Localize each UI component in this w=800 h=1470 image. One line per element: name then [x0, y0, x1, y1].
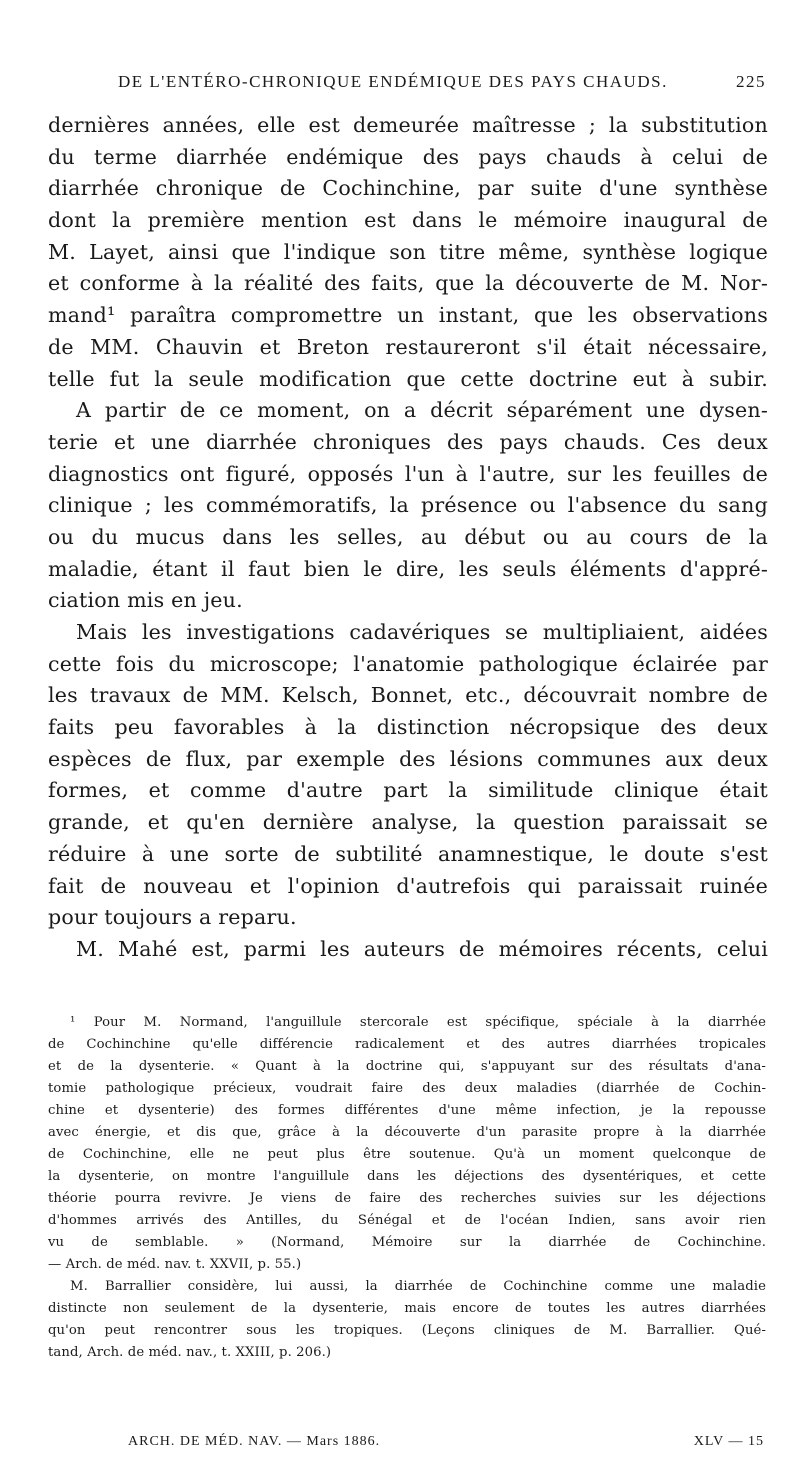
footnote-line: théorie pourra revivre. Je viens de faire des recherches suivies sur les déjections	[48, 1191, 766, 1206]
footnote-line: et de la dysenterie. « Quant à la doctrine qui, s'appuyant sur des résultats d'ana-	[48, 1059, 766, 1074]
body-line: terie et une diarrhée chroniques des pays chauds. Ces deux	[48, 429, 768, 454]
body-line: dont la première mention est dans le mémoire inaugural de	[48, 208, 768, 233]
footnote-line: tand, Arch. de méd. nav., t. XXIII, p. 206.)	[48, 1345, 332, 1360]
body-line: dernières années, elle est demeurée maîtresse ; la substitution	[48, 113, 768, 137]
footnote-line: qu'on peut rencontrer sous les tropiques. (Leçons cliniques de M. Barrallier. Qué-	[48, 1323, 766, 1338]
footer-journal: ARCH. DE MÉD. NAV. — Mars 1886.	[128, 1434, 381, 1449]
body-line: diagnostics ont figuré, opposés l'un à l'autre, sur les feuilles de	[48, 461, 768, 486]
body-line: cette fois du microscope; l'anatomie pathologique éclairée par	[48, 651, 768, 676]
footnote-line: la dysenterie, on montre l'anguillule dans les déjections des dysentériques, et cette	[48, 1169, 766, 1184]
footnote-line: tomie pathologique précieux, voudrait faire des deux maladies (diarrhée de Cochin-	[48, 1081, 766, 1096]
body-line: ou du mucus dans les selles, au début ou au cours de la	[48, 524, 768, 549]
body-line: A partir de ce moment, on a décrit séparément une dysen-	[76, 398, 768, 423]
body-line: du terme diarrhée endémique des pays chauds à celui de	[48, 144, 768, 169]
footnote-line: distincte non seulement de la dysenterie, mais encore de toutes les autres diarrhées	[48, 1301, 766, 1316]
footnote-line: vu de semblable. » (Normand, Mémoire sur la diarrhée de Cochinchine.	[48, 1235, 766, 1250]
footnote-line: de Cochinchine qu'elle différencie radicalement et des autres diarrhées tropicales	[48, 1037, 766, 1052]
body-line: clinique ; les commémoratifs, la présence ou l'absence du sang	[48, 493, 768, 518]
body-line: les travaux de MM. Kelsch, Bonnet, etc., découvrait nombre de	[48, 683, 768, 708]
body-line: telle fut la seule modification que cette doctrine eut à subir.	[48, 366, 768, 391]
page-number: 225	[736, 72, 766, 91]
footnote-line: d'hommes arrivés des Antilles, du Sénégal et de l'océan Indien, sans avoir rien	[48, 1213, 766, 1228]
footnote-line: ¹ Pour M. Normand, l'anguillule stercorale est spécifique, spéciale à la diarrhée	[70, 1015, 766, 1030]
body-line: formes, et comme d'autre part la similitude clinique était	[48, 778, 768, 803]
body-line: mand¹ paraîtra compromettre un instant, que les observations	[48, 303, 768, 328]
footnote-line: M. Barrallier considère, lui aussi, la diarrhée de Cochinchine comme une maladie	[70, 1279, 766, 1294]
running-title: DE L'ENTÉRO-CHRONIQUE ENDÉMIQUE DES PAYS CHAUDS.	[118, 72, 668, 91]
body-line: M. Layet, ainsi que l'indique son titre même, synthèse logique	[48, 239, 768, 264]
body-text	[48, 110, 768, 966]
footnote-line: avec énergie, et dis que, grâce à la découverte d'un parasite propre à la diarrhée	[48, 1125, 766, 1140]
body-line: faits peu favorables à la distinction nécropsique des deux	[48, 715, 768, 740]
body-line: fait de nouveau et l'opinion d'autrefois qui paraissait ruinée	[48, 873, 768, 898]
body-line: M. Mahé est, parmi les auteurs de mémoires récents, celui	[76, 936, 768, 961]
body-line: pour toujours a reparu.	[48, 905, 297, 930]
footnote-line: de Cochinchine, elle ne peut plus être soutenue. Qu'à un moment quelconque de	[48, 1147, 766, 1162]
footnote-line: — Arch. de méd. nav. t. XXVII, p. 55.)	[48, 1257, 302, 1272]
body-line: Mais les investigations cadavériques se multipliaient, aidées	[76, 620, 768, 644]
body-line: espèces de flux, par exemple des lésions communes aux deux	[48, 746, 768, 771]
footnotes	[48, 1012, 766, 1364]
body-line: ciation mis en jeu.	[48, 588, 243, 613]
body-line: et conforme à la réalité des faits, que la découverte de M. Nor-	[48, 271, 768, 296]
footer-signature: XLV — 15	[693, 1434, 764, 1449]
page-header	[48, 72, 768, 100]
body-line: maladie, étant il faut bien le dire, les seuls éléments d'appré-	[48, 556, 768, 581]
page-footer	[48, 1434, 764, 1456]
body-line: diarrhée chronique de Cochinchine, par suite d'une synthèse	[48, 176, 768, 201]
body-line: réduire à une sorte de subtilité anamnestique, le doute s'est	[48, 841, 768, 866]
body-line: grande, et qu'en dernière analyse, la question paraissait se	[48, 810, 768, 835]
footnote-line: chine et dysenterie) des formes différentes d'une même infection, je la repousse	[48, 1103, 766, 1118]
body-line: de MM. Chauvin et Breton restaureront s'il était nécessaire,	[48, 334, 768, 359]
